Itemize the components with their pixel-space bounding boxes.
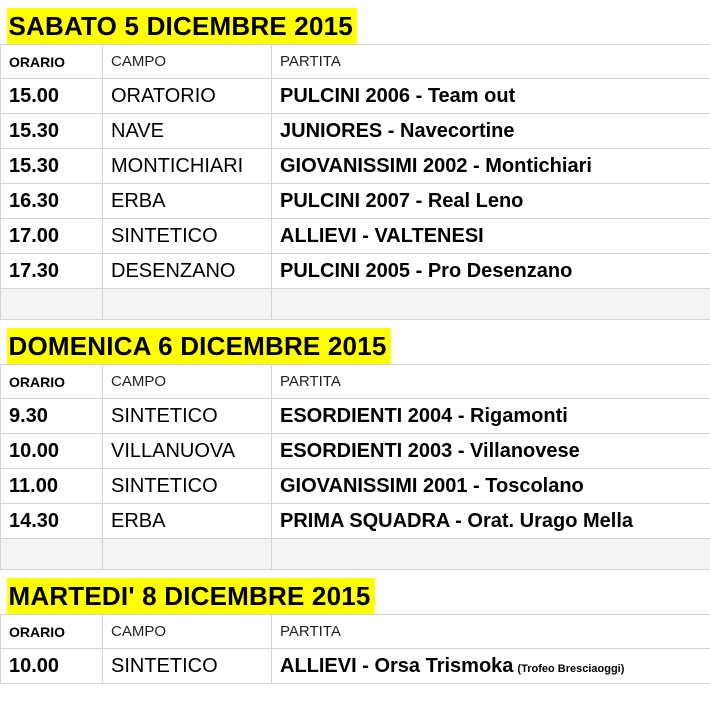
header-partita: PARTITA <box>272 45 710 79</box>
cell-field: DESENZANO <box>103 254 272 289</box>
cell-time: 15.30 <box>1 149 103 184</box>
spacer-row <box>1 289 710 320</box>
cell-match <box>272 649 710 684</box>
empty-cell <box>272 289 710 320</box>
cell-field: MONTICHIARI <box>103 149 272 184</box>
empty-cell <box>1 539 103 570</box>
header-partita: PARTITA <box>272 615 710 649</box>
day-title-cell <box>1 570 710 615</box>
header-campo: CAMPO <box>103 365 272 399</box>
match-note: (Trofeo Bresciaoggi) <box>517 662 625 675</box>
cell-time: 11.00 <box>1 469 103 504</box>
cell-field: ERBA <box>103 184 272 219</box>
cell-match: PRIMA SQUADRA - Orat. Urago Mella <box>272 504 710 539</box>
empty-cell <box>103 289 272 320</box>
table-row <box>1 114 710 149</box>
table-row <box>1 79 710 114</box>
header-campo: CAMPO <box>103 615 272 649</box>
cell-match: PULCINI 2007 - Real Leno <box>272 184 710 219</box>
cell-field: NAVE <box>103 114 272 149</box>
cell-field: ORATORIO <box>103 79 272 114</box>
cell-time: 14.30 <box>1 504 103 539</box>
cell-field: SINTETICO <box>103 649 272 684</box>
cell-match: ESORDIENTI 2004 - Rigamonti <box>272 399 710 434</box>
day-title: SABATO 5 DICEMBRE 2015 <box>7 8 357 44</box>
day-title-row <box>1 320 710 365</box>
cell-field: SINTETICO <box>103 399 272 434</box>
header-partita: PARTITA <box>272 365 710 399</box>
table-row <box>1 149 710 184</box>
column-header-row <box>1 45 710 79</box>
empty-cell <box>272 539 710 570</box>
cell-match: GIOVANISSIMI 2002 - Montichiari <box>272 149 710 184</box>
table-row <box>1 184 710 219</box>
day-title-row <box>1 0 710 45</box>
day-title: MARTEDI' 8 DICEMBRE 2015 <box>7 578 375 614</box>
header-orario: ORARIO <box>1 365 103 399</box>
cell-time: 15.30 <box>1 114 103 149</box>
header-orario: ORARIO <box>1 615 103 649</box>
cell-match: PULCINI 2005 - Pro Desenzano <box>272 254 710 289</box>
cell-match: ESORDIENTI 2003 - Villanovese <box>272 434 710 469</box>
table-row <box>1 649 710 684</box>
cell-time: 9.30 <box>1 399 103 434</box>
table-row <box>1 399 710 434</box>
cell-time: 10.00 <box>1 649 103 684</box>
cell-match: ALLIEVI - VALTENESI <box>272 219 710 254</box>
table-row <box>1 219 710 254</box>
cell-time: 10.00 <box>1 434 103 469</box>
cell-field: SINTETICO <box>103 469 272 504</box>
empty-cell <box>1 289 103 320</box>
cell-match: JUNIORES - Navecortine <box>272 114 710 149</box>
empty-cell <box>103 539 272 570</box>
table-row <box>1 434 710 469</box>
cell-time: 17.00 <box>1 219 103 254</box>
table-row <box>1 504 710 539</box>
cell-field: ERBA <box>103 504 272 539</box>
header-campo: CAMPO <box>103 45 272 79</box>
day-title-cell <box>1 320 710 365</box>
day-title-cell <box>1 0 710 45</box>
cell-field: VILLANUOVA <box>103 434 272 469</box>
column-header-row <box>1 365 710 399</box>
header-orario: ORARIO <box>1 45 103 79</box>
table-row <box>1 469 710 504</box>
cell-match: PULCINI 2006 - Team out <box>272 79 710 114</box>
day-title: DOMENICA 6 DICEMBRE 2015 <box>7 328 391 364</box>
table-row <box>1 254 710 289</box>
cell-time: 17.30 <box>1 254 103 289</box>
day-title-row <box>1 570 710 615</box>
column-header-row <box>1 615 710 649</box>
cell-match: GIOVANISSIMI 2001 - Toscolano <box>272 469 710 504</box>
cell-time: 16.30 <box>1 184 103 219</box>
match-text: ALLIEVI - Orsa Trismoka <box>280 654 514 677</box>
spacer-row <box>1 539 710 570</box>
cell-field: SINTETICO <box>103 219 272 254</box>
cell-time: 15.00 <box>1 79 103 114</box>
